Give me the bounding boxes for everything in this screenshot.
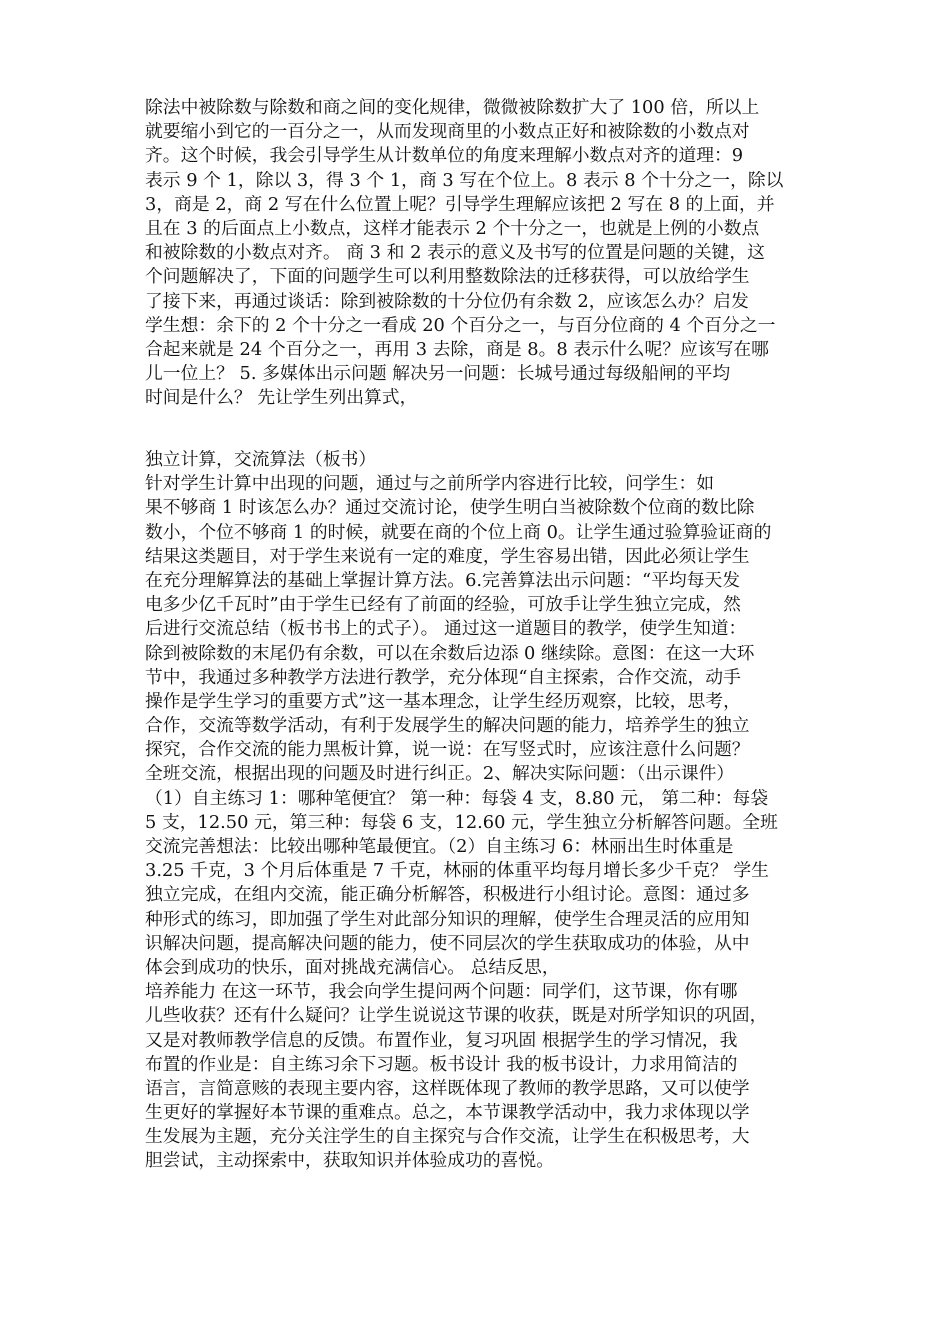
text-line: 胆尝试，主动探索中，获取知识并体验成功的喜悦。: [145, 1150, 554, 1172]
text-line: 和被除数的小数点对齐。 商 3 和 2 表示的意义及书写的位置是问题的关键，这: [145, 242, 765, 264]
text-line: （1）自主练习 1：哪种笔便宜？ 第一种：每袋 4 支，8.80 元， 第二种：每袋: [145, 787, 769, 809]
text-line: 齐。这个时候，我会引导学生从计数单位的角度来理解小数点对齐的道理：9: [145, 145, 744, 167]
text-line: 就要缩小到它的一百分之一，从而发现商里的小数点正好和被除数的小数点对: [145, 121, 750, 143]
text-line: 后进行交流总结（板书书上的式子）。 通过这一道题目的教学，使学生知道：: [145, 618, 747, 640]
text-line: 电多少亿千瓦时”由于学生已经有了前面的经验，可放手让学生独立完成，然: [145, 594, 741, 616]
text-line: 在充分理解算法的基础上掌握计算方法。6.完善算法出示问题：“平均每天发: [145, 569, 741, 591]
text-line: 全班交流，根据出现的问题及时进行纠正。2、解决实际问题：（出示课件）: [145, 763, 735, 785]
text-line: 生发展为主题，充分关注学生的自主探究与合作交流，让学生在积极思考，大: [145, 1126, 750, 1148]
text-line: 儿一位上？ 5. 多媒体出示问题 解决另一问题：长城号通过每级船闸的平均: [145, 363, 731, 385]
text-line: 合作，交流等数学活动，有利于发展学生的解决问题的能力，培养学生的独立: [145, 715, 750, 737]
text-line: 合起来就是 24 个百分之一，再用 3 去除，商是 8。8 表示什么呢？应该写在哪: [145, 338, 769, 360]
text-line: 独立完成，在组内交流，能正确分析解答，积极进行小组讨论。意图：通过多: [145, 884, 750, 906]
text-line: 培养能力 在这一环节，我会向学生提问两个问题：同学们，这节课，你有哪: [145, 981, 738, 1003]
text-line: 3.25 千克，3 个月后体重是 7 千克，林丽的体重平均每月增长多少千克？ 学生: [145, 860, 769, 882]
text-line: 除法中被除数与除数和商之间的变化规律，微微被除数扩大了 100 倍，所以上: [145, 97, 760, 118]
text-line: 结果这类题目，对于学生来说有一定的难度，学生容易出错，因此必须让学生: [145, 545, 750, 567]
text-line: 儿些收获？还有什么疑问？让学生说说这节课的收获，既是对所学知识的巩固，: [145, 1005, 768, 1027]
text-line: 果不够商 1 时该怎么办？通过交流讨论，使学生明白当被除数个位商的数比除: [145, 497, 755, 519]
text-line: 识解决问题，提高解决问题的能力，使不同层次的学生获取成功的体验，从中: [145, 932, 750, 954]
text-line: 3，商是 2，商 2 写在什么位置上呢？引导学生理解应该把 2 写在 8 的上面，并: [145, 193, 775, 215]
text-line: 表示 9 个 1，除以 3，得 3 个 1，商 3 写在个位上。8 表示 8 个十分之一，除以: [145, 169, 784, 191]
text-line: 时间是什么？ 先让学生列出算式，: [145, 387, 418, 409]
text-line: 探究，合作交流的能力黑板计算，说一说：在写竖式时，应该注意什么问题？: [145, 739, 750, 761]
text-line: 学生想：余下的 2 个十分之一看成 20 个百分之一，与百分位商的 4 个百分之一: [145, 314, 776, 336]
text-line: 生更好的掌握好本节课的重难点。总之，本节课教学活动中，我力求体现以学: [145, 1102, 750, 1124]
text-line: 又是对教师教学信息的反馈。布置作业，复习巩固 根据学生的学习情况，我: [145, 1029, 738, 1051]
text-line: 操作是学生学习的重要方式”这一基本理念，让学生经历观察，比较，思考，: [145, 690, 741, 712]
text-line: 交流完善想法：比较出哪种笔最便宜。（2）自主练习 6：林丽出生时体重是: [145, 836, 734, 857]
paragraph-1: [145, 96, 825, 410]
text-line: 节中，我通过多种教学方法进行教学，充分体现“自主探索，合作交流，动手: [145, 666, 741, 688]
text-line: 5 支，12.50 元，第三种：每袋 6 支，12.60 元，学生独立分析解答问题。全班: [145, 811, 778, 833]
text-line: 且在 3 的后面点上小数点，这样才能表示 2 个十分之一，也就是上例的小数点: [145, 217, 760, 239]
text-line: 体会到成功的快乐，面对挑战充满信心。 总结反思，: [145, 956, 560, 978]
text-line: 针对学生计算中出现的问题，通过与之前所学内容进行比较，问学生：如: [145, 473, 715, 495]
text-line: 布置的作业是：自主练习余下习题。板书设计 我的板书设计，力求用简洁的: [145, 1053, 738, 1075]
text-line: 除到被除数的末尾仍有余数，可以在余数后边添 0 继续除。意图：在这一大环: [145, 642, 755, 664]
text-line: 了接下来，再通过谈话：除到被除数的十分位仍有余数 2，应该怎么办？启发: [145, 290, 749, 312]
text-line: 个问题解决了，下面的问题学生可以利用整数除法的迁移获得，可以放给学生: [145, 266, 750, 288]
paragraph-2: [145, 448, 825, 1174]
text-line: 种形式的练习，即加强了学生对此部分知识的理解，使学生合理灵活的应用知: [145, 908, 750, 930]
text-line: 语言，言简意赅的表现主要内容，这样既体现了教师的教学思路，又可以使学: [145, 1077, 750, 1099]
text-line: 独立计算，交流算法（板书）: [145, 449, 377, 470]
text-line: 数小，个位不够商 1 的时候，就要在商的个位上商 0。让学生通过验算验证商的: [145, 521, 772, 543]
